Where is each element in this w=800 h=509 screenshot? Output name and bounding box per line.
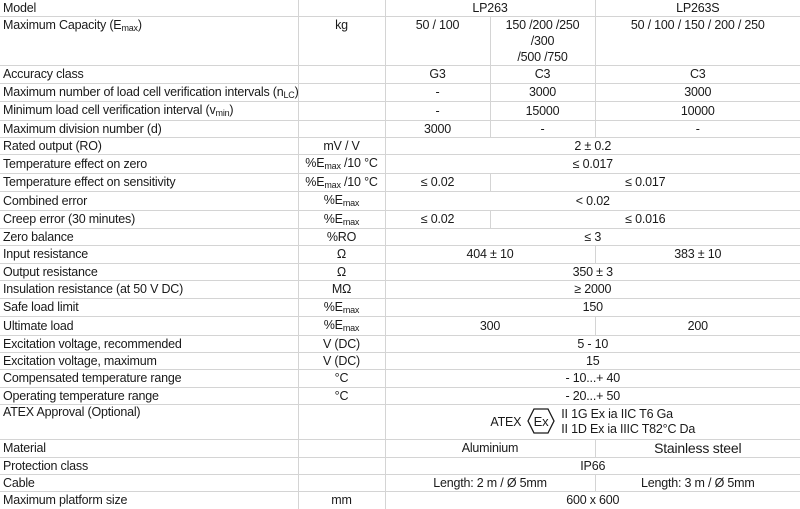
ultimate-load-unit: %Emax bbox=[298, 317, 385, 335]
max-intervals-b: 3000 bbox=[595, 83, 800, 101]
exc-rec-value: 5 - 10 bbox=[385, 335, 800, 352]
creep-rest: ≤ 0.016 bbox=[490, 210, 800, 228]
safe-load-unit: %Emax bbox=[298, 298, 385, 316]
exc-max-row bbox=[0, 352, 800, 369]
creep-row bbox=[0, 210, 800, 228]
insulation-row bbox=[0, 281, 800, 298]
material-label: Material bbox=[0, 440, 298, 457]
max-intervals-a2: 3000 bbox=[490, 83, 595, 101]
input-res-b: 383 ± 10 bbox=[595, 246, 800, 263]
output-res-row bbox=[0, 263, 800, 280]
zero-balance-value: ≤ 3 bbox=[385, 229, 800, 246]
temp-zero-row bbox=[0, 155, 800, 173]
safe-load-value: 150 bbox=[385, 298, 800, 316]
material-a: Aluminium bbox=[385, 440, 595, 457]
atex-value bbox=[385, 405, 800, 440]
cable-label: Cable bbox=[0, 474, 298, 491]
rated-output-value: 2 ± 0.2 bbox=[385, 138, 800, 155]
exc-max-unit: V (DC) bbox=[298, 352, 385, 369]
zero-balance-label: Zero balance bbox=[0, 229, 298, 246]
input-res-a: 404 ± 10 bbox=[385, 246, 595, 263]
accuracy-unit bbox=[298, 66, 385, 83]
combined-error-row bbox=[0, 192, 800, 210]
op-temp-row bbox=[0, 387, 800, 404]
min-interval-unit bbox=[298, 102, 385, 120]
atex-mark-text: ATEX bbox=[490, 415, 522, 430]
op-temp-label: Operating temperature range bbox=[0, 387, 298, 404]
platform-row bbox=[0, 492, 800, 509]
capacity-row bbox=[0, 17, 800, 66]
svg-text:Ex: Ex bbox=[533, 413, 549, 429]
combined-error-label: Combined error bbox=[0, 192, 298, 210]
atex-line-2: II 1D Ex ia IIIC T82°C Da bbox=[561, 422, 696, 437]
insulation-label: Insulation resistance (at 50 V DC) bbox=[0, 281, 298, 298]
safe-load-label: Safe load limit bbox=[0, 298, 298, 316]
rated-output-row bbox=[0, 138, 800, 155]
rated-output-label: Rated output (RO) bbox=[0, 138, 298, 155]
material-b: Stainless steel bbox=[595, 440, 800, 457]
output-res-unit: Ω bbox=[298, 263, 385, 280]
cable-unit bbox=[298, 474, 385, 491]
input-res-row bbox=[0, 246, 800, 263]
max-division-a1: 3000 bbox=[385, 120, 490, 137]
cable-a: Length: 2 m / Ø 5mm bbox=[385, 474, 595, 491]
min-interval-b: 10000 bbox=[595, 102, 800, 120]
insulation-unit: MΩ bbox=[298, 281, 385, 298]
comp-temp-unit: °C bbox=[298, 370, 385, 387]
input-res-label: Input resistance bbox=[0, 246, 298, 263]
insulation-value: ≥ 2000 bbox=[385, 281, 800, 298]
min-interval-a2: 15000 bbox=[490, 102, 595, 120]
comp-temp-label: Compensated temperature range bbox=[0, 370, 298, 387]
max-division-unit bbox=[298, 120, 385, 137]
temp-sens-row bbox=[0, 173, 800, 191]
platform-label: Maximum platform size bbox=[0, 492, 298, 509]
model-label: Model bbox=[3, 1, 37, 15]
max-division-a2: - bbox=[490, 120, 595, 137]
platform-value: 600 x 600 bbox=[385, 492, 800, 509]
cable-b: Length: 3 m / Ø 5mm bbox=[595, 474, 800, 491]
temp-sens-unit: %Emax /10 °C bbox=[298, 173, 385, 191]
temp-zero-unit: %Emax /10 °C bbox=[298, 155, 385, 173]
atex-line-1: II 1G Ex ia IIC T6 Ga bbox=[561, 407, 673, 422]
max-intervals-label: Maximum number of load cell verification intervals (nLC) bbox=[0, 83, 298, 101]
output-res-value: 350 ± 3 bbox=[385, 263, 800, 280]
min-interval-a1: - bbox=[385, 102, 490, 120]
capacity-label: Maximum Capacity (Emax) bbox=[0, 17, 298, 66]
protection-unit bbox=[298, 457, 385, 474]
input-res-unit: Ω bbox=[298, 246, 385, 263]
exc-max-label: Excitation voltage, maximum bbox=[0, 352, 298, 369]
max-division-b: - bbox=[595, 120, 800, 137]
ultimate-load-b: 200 bbox=[595, 317, 800, 335]
ultimate-load-label: Ultimate load bbox=[0, 317, 298, 335]
safe-load-row bbox=[0, 298, 800, 316]
capacity-b: 50 / 100 / 150 / 200 / 250 bbox=[595, 17, 800, 66]
zero-balance-row bbox=[0, 229, 800, 246]
accuracy-label: Accuracy class bbox=[0, 66, 298, 83]
exc-rec-unit: V (DC) bbox=[298, 335, 385, 352]
max-intervals-unit bbox=[298, 83, 385, 101]
accuracy-b: C3 bbox=[595, 66, 800, 83]
combined-error-value: < 0.02 bbox=[385, 192, 800, 210]
comp-temp-row bbox=[0, 370, 800, 387]
output-res-label: Output resistance bbox=[0, 263, 298, 280]
atex-label: ATEX Approval (Optional) bbox=[0, 405, 298, 440]
max-intervals-row bbox=[0, 83, 800, 101]
protection-label: Protection class bbox=[0, 457, 298, 474]
temp-zero-label: Temperature effect on zero bbox=[0, 155, 298, 173]
ultimate-load-row bbox=[0, 317, 800, 335]
protection-value: IP66 bbox=[385, 457, 800, 474]
atex-unit bbox=[298, 405, 385, 440]
capacity-unit: kg bbox=[298, 17, 385, 66]
temp-sens-a1: ≤ 0.02 bbox=[385, 173, 490, 191]
combined-error-unit: %Emax bbox=[298, 192, 385, 210]
creep-label: Creep error (30 minutes) bbox=[0, 210, 298, 228]
cable-row bbox=[0, 474, 800, 491]
temp-zero-value: ≤ 0.017 bbox=[385, 155, 800, 173]
atex-codes bbox=[561, 407, 695, 437]
op-temp-value: - 20...+ 50 bbox=[385, 387, 800, 404]
model-lp263s: LP263S bbox=[595, 0, 800, 17]
op-temp-unit: °C bbox=[298, 387, 385, 404]
creep-unit: %Emax bbox=[298, 210, 385, 228]
accuracy-a1: G3 bbox=[385, 66, 490, 83]
exc-max-value: 15 bbox=[385, 352, 800, 369]
max-division-row bbox=[0, 120, 800, 137]
ex-hexagon-icon bbox=[527, 408, 555, 437]
exc-rec-row bbox=[0, 335, 800, 352]
max-intervals-a1: - bbox=[385, 83, 490, 101]
exc-rec-label: Excitation voltage, recommended bbox=[0, 335, 298, 352]
material-row bbox=[0, 440, 800, 457]
material-unit bbox=[298, 440, 385, 457]
min-interval-row bbox=[0, 102, 800, 120]
accuracy-row bbox=[0, 66, 800, 83]
zero-balance-unit: %RO bbox=[298, 229, 385, 246]
creep-a1: ≤ 0.02 bbox=[385, 210, 490, 228]
atex-row bbox=[0, 405, 800, 440]
accuracy-a2: C3 bbox=[490, 66, 595, 83]
min-interval-label: Minimum load cell verification interval (vmin) bbox=[0, 102, 298, 120]
ultimate-load-a: 300 bbox=[385, 317, 595, 335]
capacity-a2: 150 /200 /250 /300 /500 /750 bbox=[490, 17, 595, 66]
unit-header bbox=[298, 0, 385, 17]
capacity-a1: 50 / 100 bbox=[385, 17, 490, 66]
platform-unit: mm bbox=[298, 492, 385, 509]
rated-output-unit: mV / V bbox=[298, 138, 385, 155]
temp-sens-rest: ≤ 0.017 bbox=[490, 173, 800, 191]
max-division-label: Maximum division number (d) bbox=[0, 120, 298, 137]
temp-sens-label: Temperature effect on sensitivity bbox=[0, 173, 298, 191]
model-lp263: LP263 bbox=[385, 0, 595, 17]
header-row bbox=[0, 0, 800, 17]
comp-temp-value: - 10...+ 40 bbox=[385, 370, 800, 387]
protection-row bbox=[0, 457, 800, 474]
